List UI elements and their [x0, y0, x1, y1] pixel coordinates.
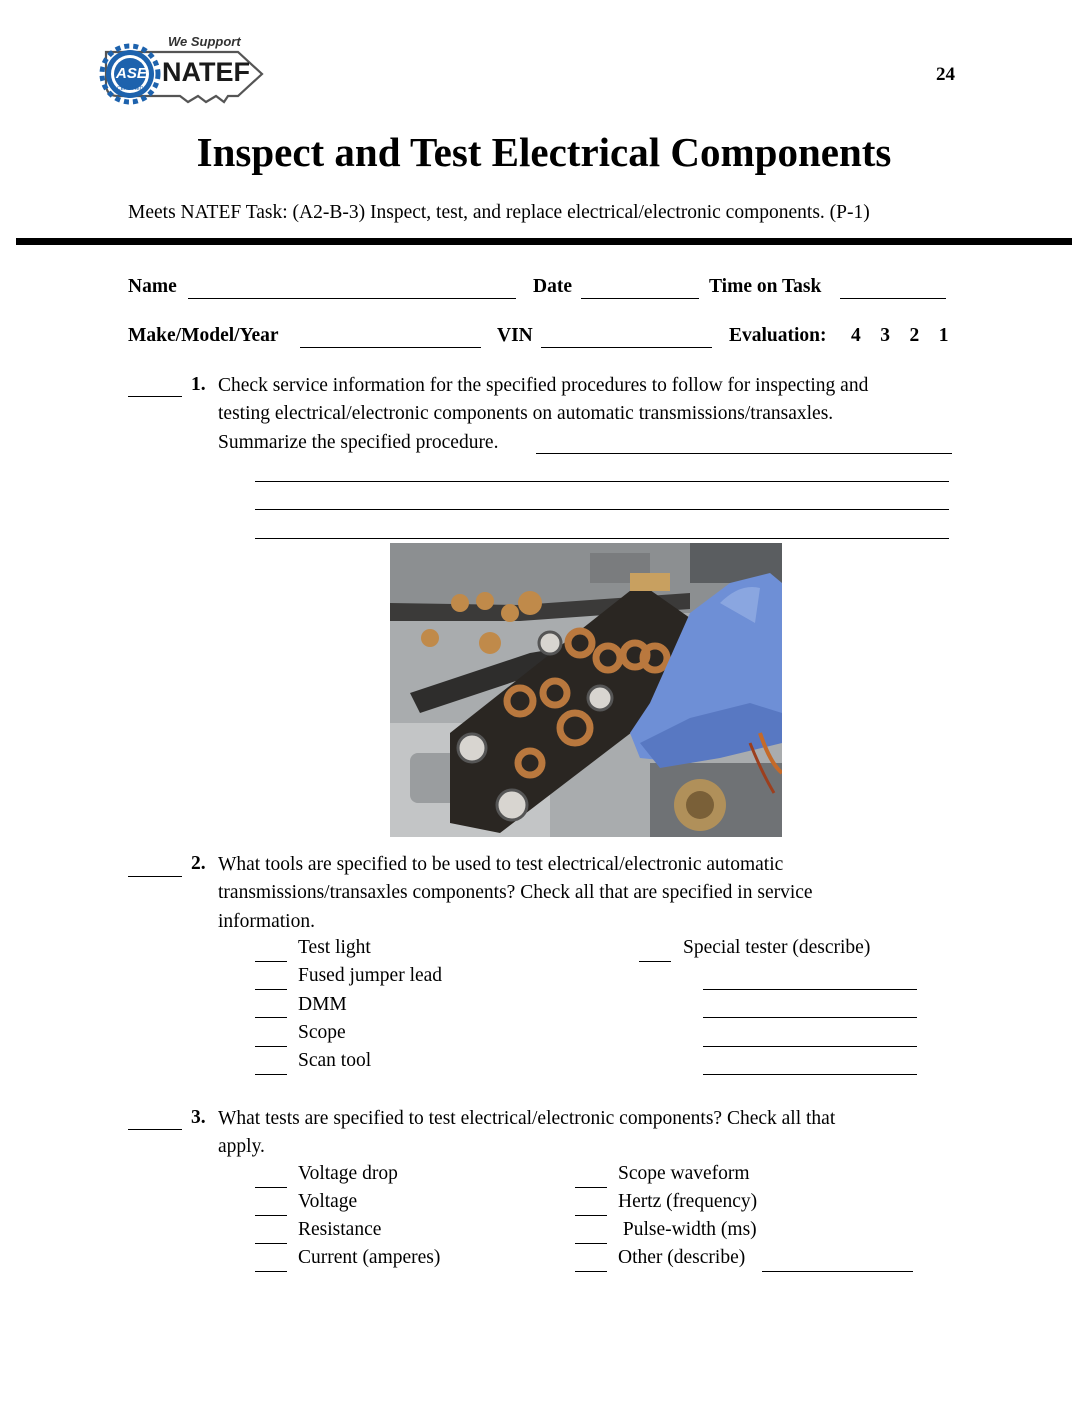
q3-text [218, 1105, 958, 1162]
evaluation-scores[interactable]: 4 3 2 1 [851, 325, 949, 346]
make-model-year-field[interactable] [300, 347, 481, 348]
logo-badge-text: ASE [116, 65, 147, 82]
q2-checkbox-scope[interactable] [255, 1046, 287, 1047]
q2-describe-line-4[interactable] [703, 1074, 917, 1075]
q1-line-2: testing electrical/electronic components on automatic transmissions/transaxles. [218, 403, 834, 425]
q3-option-voltage-drop: Voltage drop [298, 1163, 398, 1184]
q2-number: 2. [191, 853, 206, 874]
q2-option-test-light: Test light [298, 937, 371, 958]
q2-option-dmm: DMM [298, 994, 347, 1015]
q1-answer-line-1[interactable] [536, 453, 952, 454]
q3-option-resistance: Resistance [298, 1219, 382, 1240]
task-line: Meets NATEF Task: (A2-B-3) Inspect, test, and replace electrical/electronic components. (P-1) [128, 202, 870, 223]
q2-checkbox-dmm[interactable] [255, 1017, 287, 1018]
vin-label: VIN [497, 325, 533, 346]
q3-checkbox-voltage-drop[interactable] [255, 1187, 287, 1188]
header-divider [16, 238, 1072, 245]
q3-option-pulse-width: Pulse-width (ms) [618, 1219, 757, 1240]
q3-checkbox-voltage[interactable] [255, 1215, 287, 1216]
q2-option-special-tester: Special tester (describe) [683, 937, 871, 958]
q3-option-hertz: Hertz (frequency) [618, 1191, 758, 1212]
q2-option-scan-tool: Scan tool [298, 1050, 372, 1071]
q3-option-scope-waveform: Scope waveform [618, 1163, 750, 1184]
q2-checkbox-fused-jumper-lead[interactable] [255, 989, 287, 990]
natef-logo [88, 30, 268, 120]
page-title: Inspect and Test Electrical Components [196, 129, 892, 175]
logo-brand-text: NATEF [162, 57, 250, 87]
q3-checkbox-other[interactable] [575, 1271, 607, 1272]
q3-checkbox-hertz[interactable] [575, 1215, 607, 1216]
q2-option-scope: Scope [298, 1022, 346, 1043]
q3-score-blank[interactable] [128, 1129, 182, 1130]
q2-checkbox-test-light[interactable] [255, 961, 287, 962]
time-on-task-field[interactable] [840, 298, 946, 299]
q2-line-3: information. [218, 910, 315, 932]
q3-line-2: apply. [218, 1136, 265, 1158]
logo-badge-subtext: CERTIFIED [117, 86, 144, 92]
q2-describe-line-1[interactable] [703, 989, 917, 990]
q1-answer-line-2[interactable] [255, 481, 949, 482]
q1-number: 1. [191, 374, 206, 395]
q1-answer-line-4[interactable] [255, 538, 949, 539]
solenoid-pack-photo [390, 543, 782, 837]
q1-line-3: Summarize the specified procedure. [218, 431, 499, 453]
time-on-task-label: Time on Task [709, 276, 822, 297]
q2-option-fused-jumper-lead: Fused jumper lead [298, 965, 443, 986]
q2-checkbox-special-tester[interactable] [639, 961, 671, 962]
q3-number: 3. [191, 1107, 206, 1128]
q2-describe-line-2[interactable] [703, 1017, 917, 1018]
q2-checkbox-scan-tool[interactable] [255, 1074, 287, 1075]
q2-score-blank[interactable] [128, 876, 182, 877]
q3-line-1: What tests are specified to test electrical/electronic components? Check all that [218, 1108, 836, 1129]
q3-checkbox-current[interactable] [255, 1271, 287, 1272]
q1-score-blank[interactable] [128, 396, 182, 397]
name-label: Name [128, 276, 177, 297]
make-model-year-label: Make/Model/Year [128, 325, 279, 346]
q2-text [218, 851, 958, 936]
date-label: Date [533, 276, 572, 297]
q3-option-other: Other (describe) [618, 1247, 746, 1268]
q1-text [218, 372, 958, 457]
q1-line-1: Check service information for the specified procedures to follow for inspecting and [218, 375, 869, 396]
q3-checkbox-resistance[interactable] [255, 1243, 287, 1244]
q3-checkbox-scope-waveform[interactable] [575, 1187, 607, 1188]
date-field[interactable] [581, 298, 699, 299]
q2-line-1: What tools are specified to be used to test electrical/electronic automatic [218, 854, 784, 875]
q3-other-describe-line[interactable] [762, 1271, 913, 1272]
q3-option-current: Current (amperes) [298, 1247, 441, 1268]
q2-line-2: transmissions/transaxles components? Check all that are specified in service [218, 882, 813, 904]
q2-describe-line-3[interactable] [703, 1046, 917, 1047]
q3-checkbox-pulse-width[interactable] [575, 1243, 607, 1244]
q3-option-voltage: Voltage [298, 1191, 358, 1212]
vin-field[interactable] [541, 347, 712, 348]
name-field[interactable] [188, 298, 516, 299]
evaluation-label: Evaluation: [729, 325, 827, 346]
q1-answer-line-3[interactable] [255, 509, 949, 510]
logo-top-text: We Support [168, 34, 241, 49]
page-number: 24 [936, 64, 955, 85]
